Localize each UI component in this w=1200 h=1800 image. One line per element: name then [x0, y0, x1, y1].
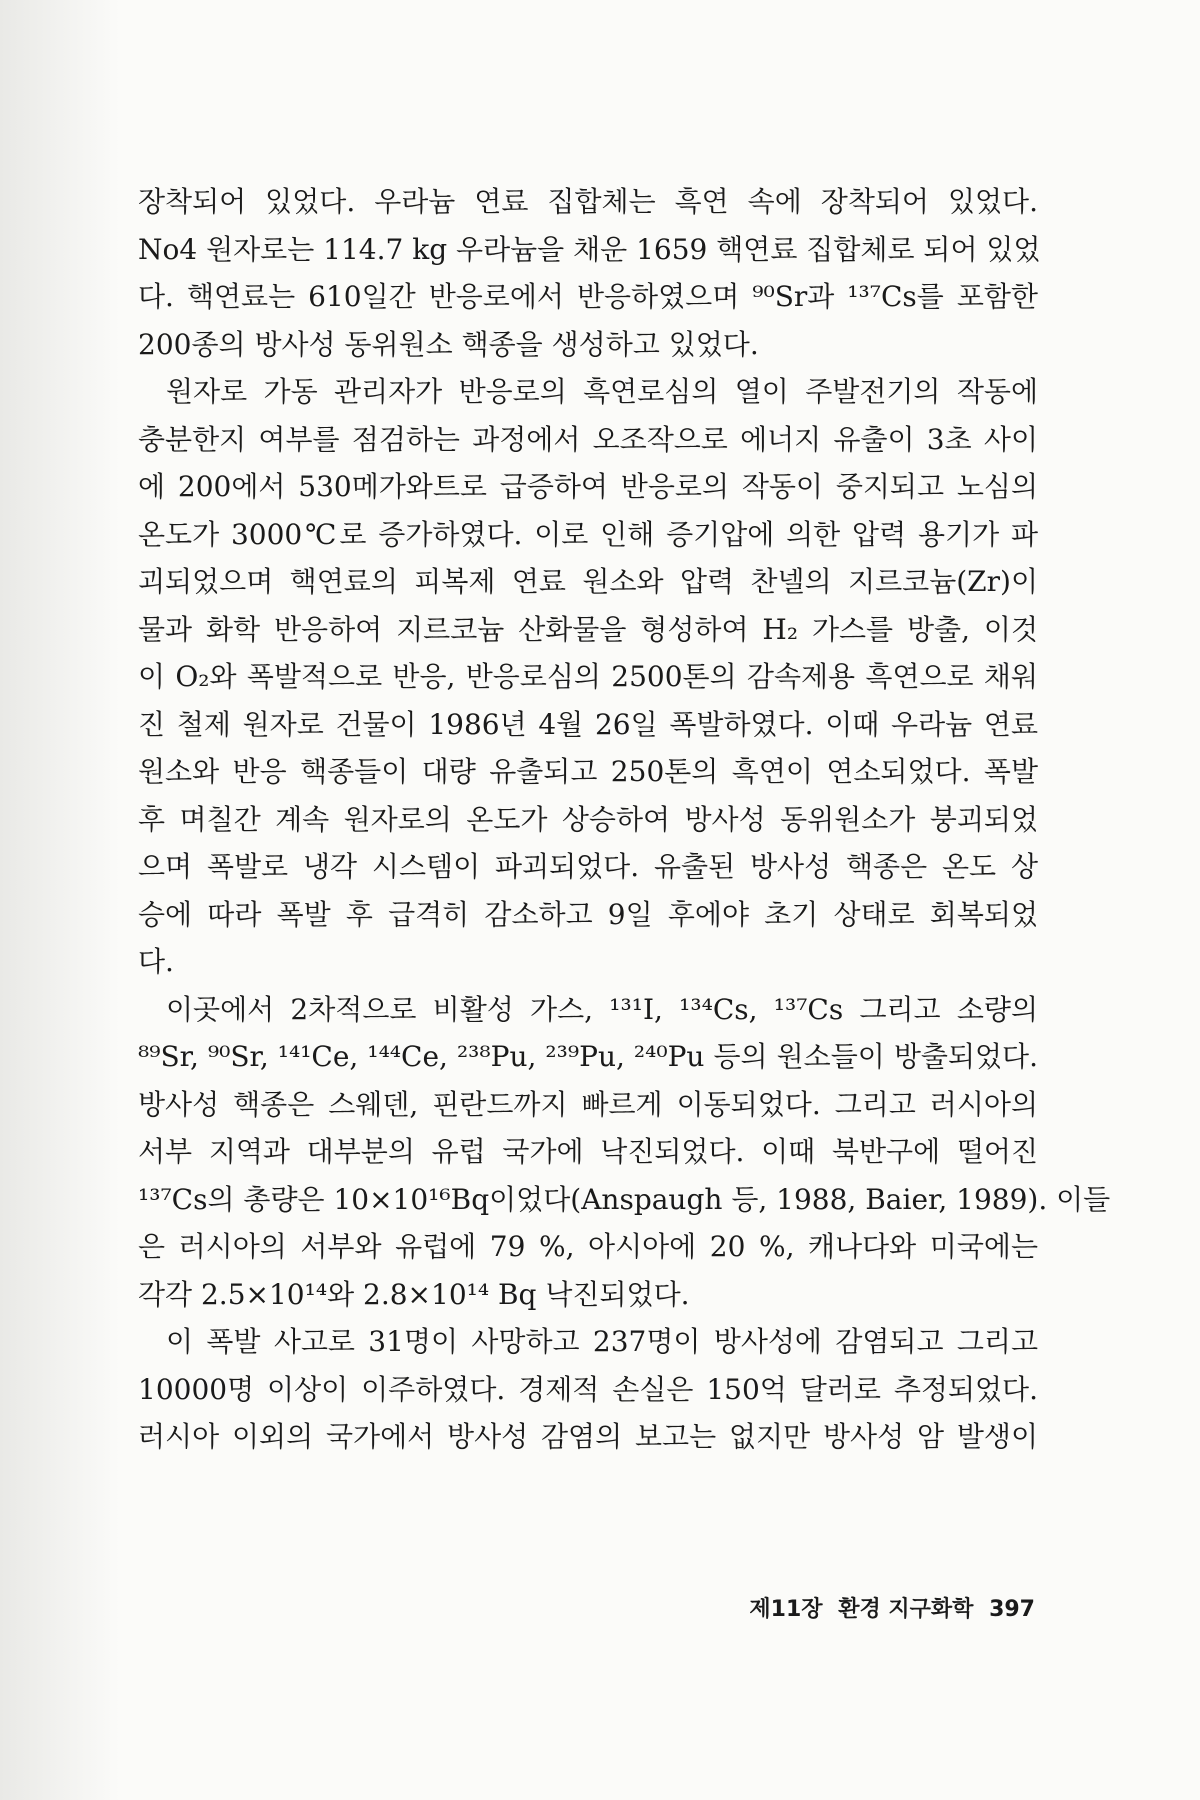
text-line: 으며 폭발로 냉각 시스템이 파괴되었다. 유출된 방사성 핵종은 온도 상: [138, 850, 1038, 883]
text-line: 물과 화학 반응하여 지르코늄 산화물을 형성하여 H₂ 가스를 방출, 이것: [138, 612, 1038, 646]
text-line: ¹³⁷Cs의 총량은 10×10¹⁶Bq이었다(Anspaugh 등, 1988, Baier, 1989). 이들: [138, 1182, 1111, 1216]
text-line: 충분한지 여부를 점검하는 과정에서 오조작으로 에너지 유출이 3초 사이: [138, 422, 1038, 456]
page-number: 397: [989, 1597, 1035, 1622]
footer-title: 환경 지구화학: [838, 1597, 974, 1622]
page-gutter-shadow: [0, 0, 120, 1800]
text-line: 이 폭발 사고로 31명이 사망하고 237명이 방사성에 감염되고 그리고: [166, 1325, 1038, 1358]
text-line: 다.: [138, 945, 174, 978]
text-line: 괴되었으며 핵연료의 피복제 연료 원소와 압력 찬넬의 지르코늄(Zr)이: [138, 565, 1038, 598]
footer-chapter: 제11장: [749, 1597, 823, 1622]
text-line: 이 O₂와 폭발적으로 반응, 반응로심의 2500톤의 감속제용 흑연으로 채워: [138, 660, 1038, 693]
text-line: 각각 2.5×10¹⁴와 2.8×10¹⁴ Bq 낙진되었다.: [138, 1277, 690, 1311]
text-line: 승에 따라 폭발 후 급격히 감소하고 9일 후에야 초기 상태로 회복되었: [138, 897, 1038, 931]
text-line: 온도가 3000℃로 증가하였다. 이로 인해 증기압에 의한 압력 용기가 파: [138, 517, 1038, 551]
text-line: 10000명 이상이 이주하였다. 경제적 손실은 150억 달러로 추정되었다.: [138, 1372, 1038, 1406]
text-line: 에 200에서 530메가와트로 급증하여 반응로의 작동이 중지되고 노심의: [138, 470, 1038, 503]
text-line: No4 원자로는 114.7 kg 우라늄을 채운 1659 핵연료 집합체로 되어 있었: [138, 232, 1041, 266]
text-line: 진 철제 원자로 건물이 1986년 4월 26일 폭발하였다. 이때 우라늄 연료: [138, 707, 1038, 741]
text-line: 후 며칠간 계속 원자로의 온도가 상승하여 방사성 동위원소가 붕괴되었: [138, 802, 1038, 836]
text-line: 200종의 방사성 동위원소 핵종을 생성하고 있었다.: [138, 327, 759, 361]
body-text: [138, 178, 1111, 1461]
text-line: 장착되어 있었다. 우라늄 연료 집합체는 흑연 속에 장착되어 있었다.: [138, 185, 1038, 218]
text-line: 은 러시아의 서부와 유럽에 79 %, 아시아에 20 %, 캐나다와 미국에는: [138, 1230, 1038, 1263]
text-line: 원자로 가동 관리자가 반응로의 흑연로심의 열이 주발전기의 작동에: [166, 375, 1038, 408]
text-line: 다. 핵연료는 610일간 반응로에서 반응하였으며 ⁹⁰Sr과 ¹³⁷Cs를 포함한: [138, 280, 1038, 313]
text-line: 방사성 핵종은 스웨덴, 핀란드까지 빠르게 이동되었다. 그리고 러시아의: [138, 1087, 1038, 1121]
text-line: 서부 지역과 대부분의 유럽 국가에 낙진되었다. 이때 북반구에 떨어진: [138, 1135, 1038, 1168]
running-footer: [741, 1592, 1035, 1623]
text-line: ⁸⁹Sr, ⁹⁰Sr, ¹⁴¹Ce, ¹⁴⁴Ce, ²³⁸Pu, ²³⁹Pu, ²⁴⁰Pu 등의 원소들이 방출되었다.: [138, 1040, 1038, 1073]
text-line: 원소와 반응 핵종들이 대량 유출되고 250톤의 흑연이 연소되었다. 폭발: [138, 755, 1038, 788]
text-line: 이곳에서 2차적으로 비활성 가스, ¹³¹I, ¹³⁴Cs, ¹³⁷Cs 그리고 소량의: [166, 992, 1038, 1026]
text-line: 러시아 이외의 국가에서 방사성 감염의 보고는 없지만 방사성 암 발생이: [138, 1420, 1038, 1453]
